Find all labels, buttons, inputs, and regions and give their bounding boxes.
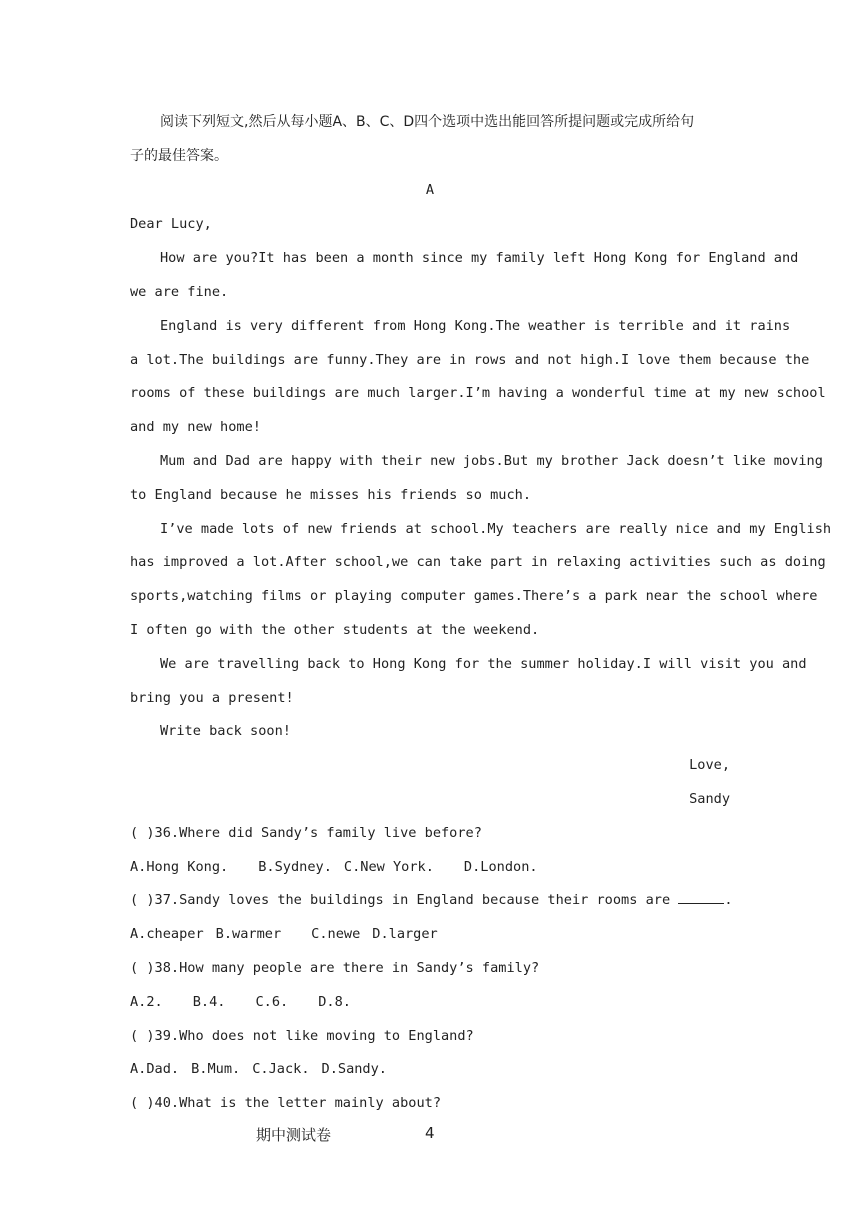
question-37-stem: [130, 891, 733, 909]
page-number: 4: [425, 1124, 435, 1142]
option-a[interactable]: A.Hong Kong.: [130, 859, 229, 875]
letter-line: rooms of these buildings are much larger.I’m having a wonderful time at my new school: [130, 385, 826, 401]
option-c[interactable]: C.6.: [255, 994, 289, 1010]
letter-line: England is very different from Hong Kong.The weather is terrible and it rains: [160, 318, 791, 334]
section-label: A: [425, 182, 435, 198]
instructions-line-2: 子的最佳答案。: [130, 148, 228, 164]
option-d[interactable]: D.larger: [372, 926, 438, 942]
option-a[interactable]: A.2.: [130, 994, 163, 1010]
question-39-stem: ( )39.Who does not like moving to England?: [130, 1028, 474, 1044]
question-36-stem: ( )36.Where did Sandy’s family live before?: [130, 825, 482, 841]
option-b[interactable]: B.Mum.: [191, 1061, 241, 1077]
option-c[interactable]: C.Jack.: [252, 1061, 310, 1077]
answer-blank: [678, 891, 724, 904]
letter-line: Write back soon!: [160, 723, 291, 739]
letter-line: sports,watching films or playing computer games.There’s a park near the school where: [130, 588, 818, 604]
question-40-stem: ( )40.What is the letter mainly about?: [130, 1095, 441, 1111]
letter-line: bring you a present!: [130, 690, 294, 706]
question-38-stem: ( )38.How many people are there in Sandy’s family?: [130, 960, 540, 976]
option-d[interactable]: D.8.: [318, 994, 351, 1010]
letter-line: We are travelling back to Hong Kong for the summer holiday.I will visit you and: [160, 656, 807, 672]
letter-line: to England because he misses his friends so much.: [130, 487, 532, 503]
question-37-options: [130, 925, 438, 943]
question-36-options: [130, 858, 538, 876]
letter-line: I often go with the other students at the weekend.: [130, 622, 540, 638]
letter-line: a lot.The buildings are funny.They are in rows and not high.I love them because the: [130, 352, 810, 368]
option-b[interactable]: B.4.: [192, 994, 226, 1010]
letter-closing: Love,: [689, 757, 730, 773]
instructions-line-1: 阅读下列短文,然后从每小题A、B、C、D四个选项中选出能回答所提问题或完成所给句: [160, 114, 695, 130]
option-d[interactable]: D.London.: [463, 859, 538, 875]
question-37-stem-text: ( )37.Sandy loves the buildings in England because their rooms are: [130, 892, 679, 908]
letter-line: has improved a lot.After school,we can take part in relaxing activities such as doing: [130, 554, 826, 570]
letter-line: and my new home!: [130, 419, 261, 435]
letter-line: Mum and Dad are happy with their new jobs.But my brother Jack doesn’t like moving: [160, 453, 823, 469]
option-c[interactable]: C.New York.: [343, 859, 434, 875]
question-38-options: [130, 993, 351, 1011]
question-39-options: [130, 1060, 387, 1078]
question-37-stem-end: .: [724, 892, 733, 908]
option-a[interactable]: A.cheaper: [130, 926, 204, 942]
footer-title: 期中测试卷: [256, 1126, 332, 1144]
option-d[interactable]: D.Sandy.: [321, 1061, 387, 1077]
letter-line: I’ve made lots of new friends at school.My teachers are really nice and my English: [160, 521, 832, 537]
letter-greeting: Dear Lucy,: [130, 216, 212, 232]
option-c[interactable]: C.newe: [311, 926, 361, 942]
letter-line: How are you?It has been a month since my family left Hong Kong for England and: [160, 250, 799, 266]
letter-signature: Sandy: [689, 791, 730, 807]
option-a[interactable]: A.Dad.: [130, 1061, 180, 1077]
option-b[interactable]: B.Sydney.: [258, 859, 332, 875]
option-b[interactable]: B.warmer: [215, 926, 282, 942]
letter-line: we are fine.: [130, 284, 229, 300]
